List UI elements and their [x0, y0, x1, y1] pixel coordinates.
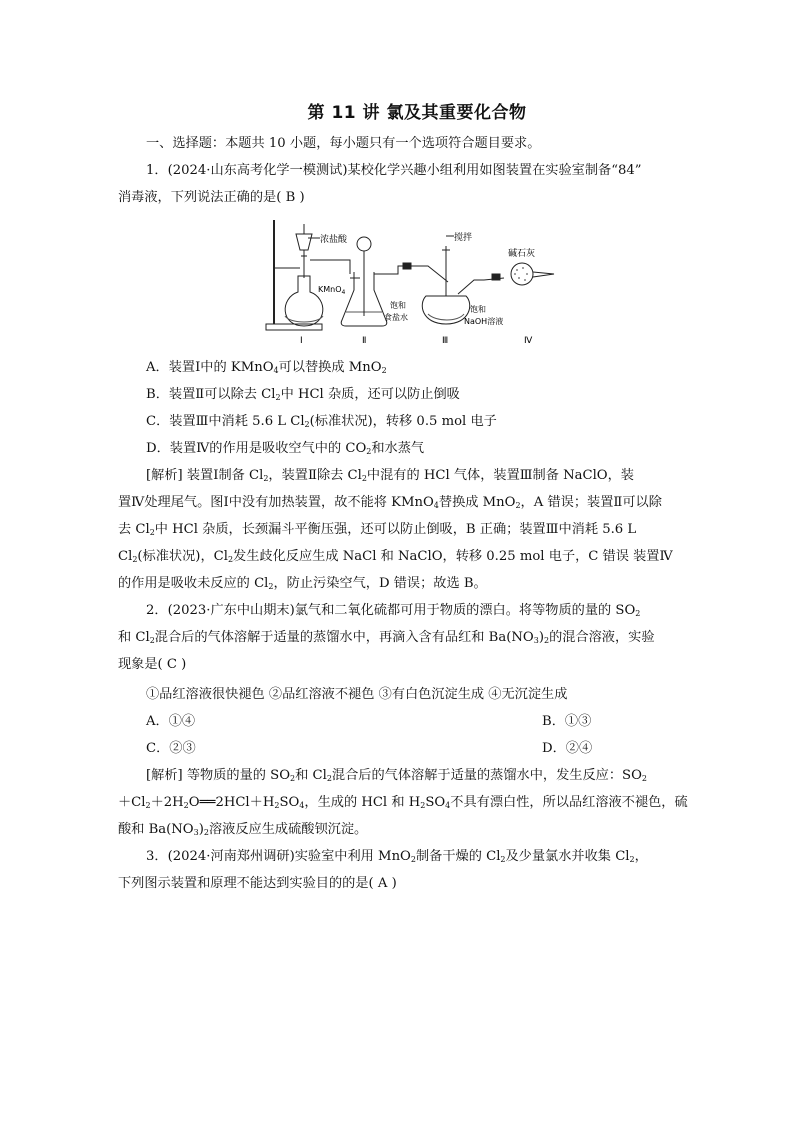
q1-option-b: B．装置Ⅱ可以除去 $Cl_2$中 HCl 杂质，还可以防止倒吸 [146, 387, 460, 402]
label-naoh-solution: NaOH溶液 [464, 317, 504, 326]
flask-1 [285, 276, 323, 326]
q2-statements: ①品红溶液很快褪色 ②品红溶液不褪色 ③有白色沉淀生成 ④无沉淀生成 [146, 687, 568, 702]
q1-analysis-line-2: 置Ⅳ处理尾气。图Ⅰ中没有加热装置，故不能将 KMnO$_4$替换成 MnO$_2$，A 错误；装置Ⅱ可以除 [118, 495, 662, 510]
q1-option-a: A．装置Ⅰ中的 KMnO$_4$可以替换成 MnO$_2$ [146, 360, 387, 375]
q1-option-c: C．装置Ⅲ中消耗 5.6 L $Cl_2$(标准状况)，转移 0.5 mol 电子 [146, 414, 497, 429]
tube-1-2 [310, 260, 350, 274]
q1-analysis-line-4: $Cl_2$(标准状况)，$Cl_2$发生歧化反应生成 NaCl 和 NaClO，转移 0.25 mol 电子，C 错误 装置Ⅳ [118, 549, 673, 564]
q2-option-d: D．②④ [542, 741, 593, 756]
q2-analysis-line-3: 酸和 $Ba(NO_3)_2$溶液反应生成硫酸钡沉淀。 [118, 822, 368, 837]
label-brine: 食盐水 [384, 313, 408, 322]
long-funnel [357, 237, 371, 251]
apparatus-figure [258, 216, 568, 348]
label-saturated-2: 饱和 [470, 305, 486, 314]
q1-option-d: D．装置Ⅳ的作用是吸收空气中的 $CO_2$和水蒸气 [146, 441, 425, 456]
label-roman-4: Ⅳ [524, 336, 533, 346]
q3-stem-line-1: 3．(2024·河南郑州调研)实验室中利用 MnO$_2$制备干燥的 $Cl_2$及少量氯水并收集 $Cl_2$， [146, 849, 648, 864]
q1-analysis-line-3: 去 $Cl_2$中 HCl 杂质，长颈漏斗平衡压强，还可以防止倒吸，B 正确；装置Ⅲ中消耗 5.6 L [118, 522, 637, 537]
q2-options-row-1 [146, 713, 706, 731]
q1-stem-line-2: 消毒液，下列说法正确的是( B ) [118, 190, 305, 205]
label-roman-3: Ⅲ [442, 336, 449, 346]
q2-options-row-2 [146, 740, 706, 758]
label-stir: 搅拌 [454, 233, 473, 243]
q1-analysis-line-1: [解析] 装置Ⅰ制备 $Cl_2$，装置Ⅱ除去 $Cl_2$中混有的 HCl 气体，装置Ⅲ制备 NaClO，装 [146, 468, 634, 483]
q2-option-c: C．②③ [146, 741, 196, 756]
page-title: 第 11 讲 氯及其重要化合物 [307, 103, 527, 123]
label-roman-1: Ⅰ [300, 336, 303, 346]
section-heading: 一、选择题：本题共 10 小题，每小题只有一个选项符合题目要求。 [146, 136, 541, 151]
stand-base [266, 324, 322, 330]
dropping-funnel [296, 234, 312, 250]
q2-stem-line-2: 和 $Cl_2$混合后的气体溶解于适量的蒸馏水中，再滴入含有品红和 $Ba(NO_3)_2$的混合溶液，实验 [118, 630, 655, 645]
q2-analysis-line-1: [解析] 等物质的量的 $SO_2$和 $Cl_2$混合后的气体溶解于适量的蒸馏水中，发生反应：$SO_2$ [146, 768, 647, 783]
label-concentrated-hcl: 浓盐酸 [320, 235, 348, 245]
label-saturated-1: 饱和 [390, 301, 406, 310]
q3-stem-line-2: 下列图示装置和原理不能达到实验目的的是( A ) [118, 876, 397, 891]
q2-analysis-line-2: $+Cl_2+2H_2O══2HCl+H_2SO_4$，生成的 HCl 和 $H_2SO_4$不具有漂白性，所以品红溶液不褪色，硫 [118, 795, 688, 810]
label-soda-lime: 碱石灰 [508, 249, 536, 259]
q2-stem-line-3: 现象是( C ) [118, 657, 187, 672]
label-roman-2: Ⅱ [362, 336, 367, 346]
q1-stem-line-1: 1．(2024·山东高考化学一模测试)某校化学兴趣小组利用如图装置在实验室制备“84” [146, 163, 642, 178]
label-kmno4: KMnO$_4$ [318, 285, 346, 296]
drying-tube-tip [533, 272, 554, 277]
q2-option-a: A．①④ [146, 714, 196, 729]
q2-stem-line-1: 2．(2023·广东中山期末)氯气和二氧化硫都可用于物质的漂白。将等物质的量的 $SO_2$ [146, 603, 641, 618]
q2-option-b: B．①③ [542, 714, 592, 729]
q1-analysis-line-5: 的作用是吸收未反应的 $Cl_2$，防止污染空气，D 错误；故选 B。 [118, 576, 487, 591]
tube-3-4 [458, 280, 484, 294]
